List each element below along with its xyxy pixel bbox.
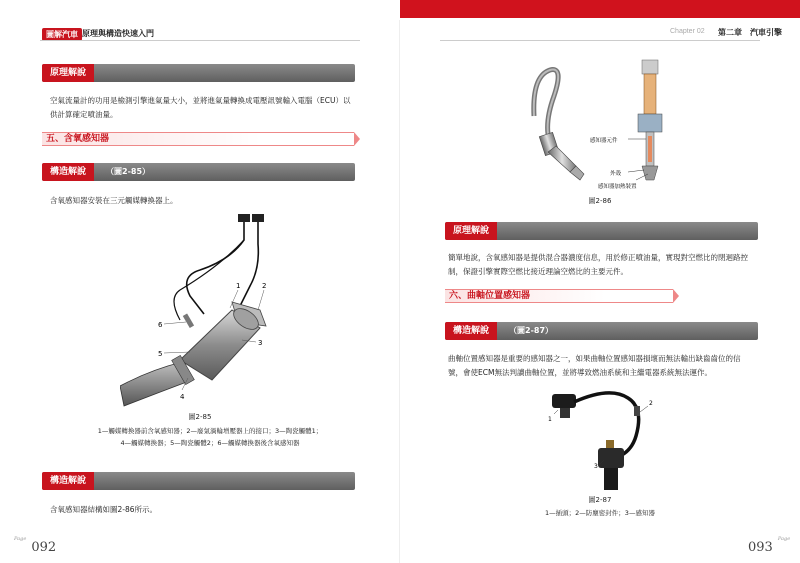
header-rule-left <box>40 40 360 41</box>
section-bar-structure-left-2 <box>42 472 355 490</box>
figure-number: 2 <box>262 282 267 290</box>
figure-legend-2-85: 1—觸媒轉換器前含氧感知器；2—廢氣渦輪增壓器上的接口；3—陶瓷觸體1； 4—觸媒轉換器；5—陶瓷觸體2；6—觸媒轉換器後含氧感知器 <box>97 427 323 447</box>
chapter-label-en: Chapter 02 <box>670 28 705 35</box>
brand-subtitle: 原理與構造快速入門 <box>82 29 154 38</box>
section-bar-principle-right <box>445 222 758 240</box>
label-heater: 感知器加熱裝置 <box>598 184 637 190</box>
section-tag: 原理解說 <box>445 222 497 240</box>
section-tag: 構造解說 <box>42 472 94 490</box>
figure-number: 1 <box>548 416 552 423</box>
figure-caption-2-87: 圖2-87 <box>588 496 612 504</box>
label-sensor-element: 感知器元件 <box>590 138 618 144</box>
catalytic-converter-figure <box>120 210 290 410</box>
label-shell: 外殼 <box>610 171 622 177</box>
section-bar-structure-right <box>445 322 758 340</box>
header-red-bar <box>400 0 800 18</box>
section-bar-principle-left <box>42 64 355 82</box>
page-gutter <box>399 20 400 563</box>
figure-caption-2-85: 圖2-85 <box>188 413 212 421</box>
brand-badge: 圖解汽車 <box>42 28 82 41</box>
figure-number: 5 <box>158 350 163 358</box>
chapter-label-cn: 第二章 汽車引擎 <box>718 28 782 37</box>
paragraph-airflow: 空氣流量計的功用是檢測引擎進氣量大小，並將進氣量轉換成電壓訊號輸入電腦（ECU）以 供計算確定噴油量。 <box>50 96 351 119</box>
paragraph-oxygen-install: 含氧感知器安裝在三元觸媒轉換器上。 <box>50 196 178 205</box>
figure-reference: （圖2-85） <box>106 167 151 176</box>
section-tag: 構造解說 <box>42 163 94 181</box>
page-number-left: $^{Page}$ 092 <box>14 536 57 555</box>
sub-heading-crankshaft-sensor: 六、曲軸位置感知器 <box>445 289 673 303</box>
crankshaft-sensor-figure <box>540 386 670 494</box>
page-number-right: 093 $^{Page}$ <box>748 536 791 555</box>
figure-number: 4 <box>180 393 185 401</box>
paragraph-structure-ref: 含氧感知器結構如圖2-86所示。 <box>50 505 158 514</box>
plug-icon <box>552 394 576 408</box>
connector-plug-icon <box>238 214 250 222</box>
figure-reference: （圖2-87） <box>509 326 554 335</box>
oxygen-sensor-figure <box>530 56 690 196</box>
figure-number: 1 <box>236 282 241 290</box>
section-bar-structure-left <box>42 163 355 181</box>
figure-number: 3 <box>594 463 598 470</box>
figure-number: 2 <box>649 400 653 407</box>
header-rule-right <box>440 40 760 41</box>
paragraph-crankshaft: 曲軸位置感知器是重要的感知器之一，如果曲軸位置感知器損壞而無法輸出缺齒齒位的信 號，會使ECM無法判讀曲軸位置，並將導致燃油系統和主繼電器系統無法運作。 <box>448 354 741 377</box>
figure-number: 6 <box>158 321 163 329</box>
paragraph-oxygen-principle: 簡單地說，含氧感知器是提供混合器濃度信息，用於修正噴油量，實現對空燃比的閉迴路控 制，保證引擎實際空燃比接近理論空燃比的主要元件。 <box>448 253 748 276</box>
section-tag: 原理解說 <box>42 64 94 82</box>
figure-caption-2-86: 圖2-86 <box>588 197 612 205</box>
sub-heading-oxygen-sensor: 五、含氧感知器 <box>42 132 354 146</box>
figure-number: 3 <box>258 339 263 347</box>
connector-plug-icon <box>252 214 264 222</box>
figure-legend-2-87: 1—插頭；2—防塵密封件；3—感知器 <box>545 509 655 517</box>
section-tag: 構造解說 <box>445 322 497 340</box>
